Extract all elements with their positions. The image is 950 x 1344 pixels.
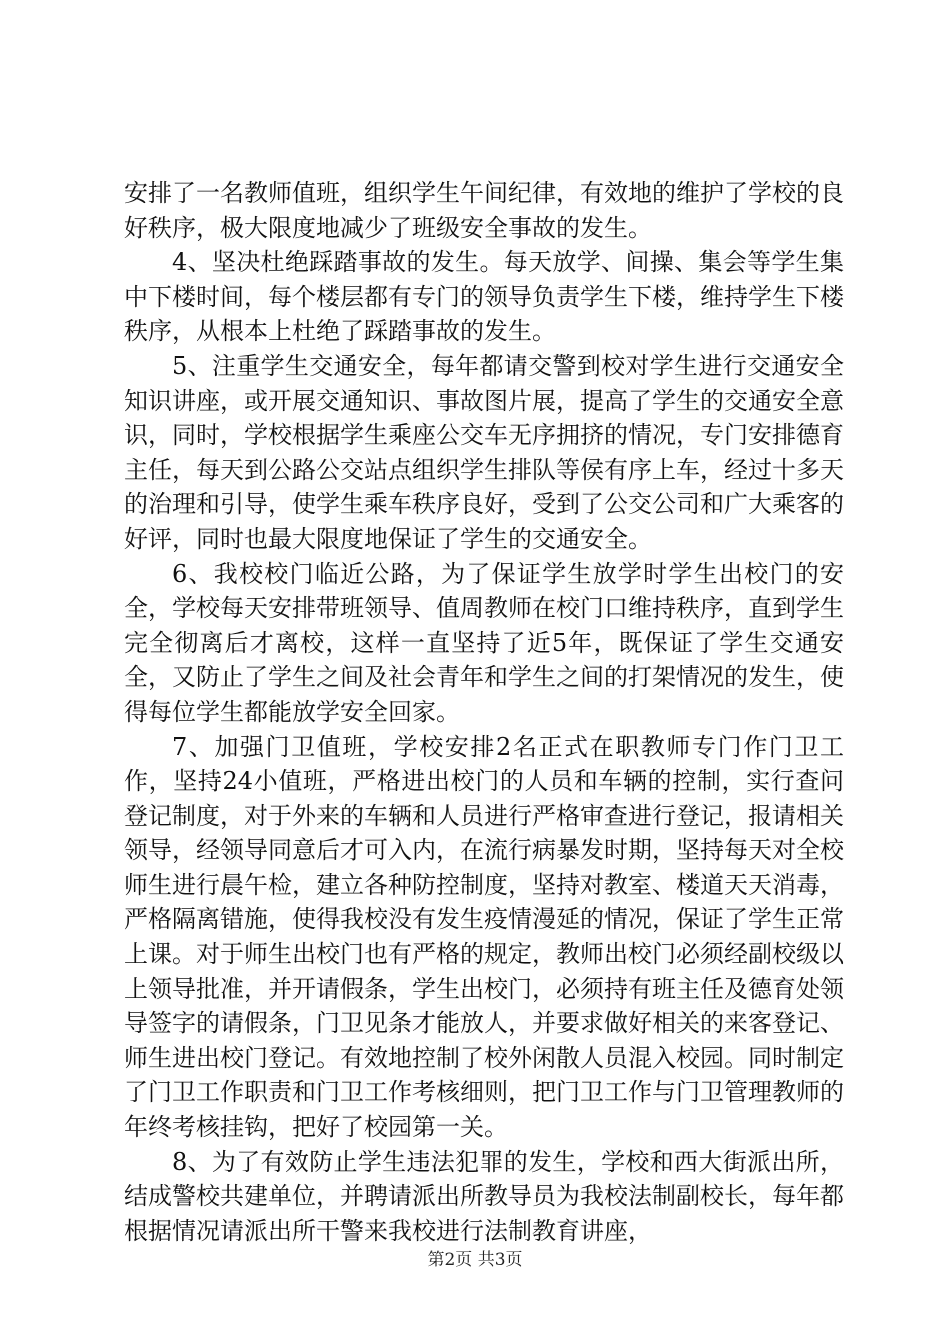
paragraph-6-school-gate: 6、我校校门临近公路，为了保证学生放学时学生出校门的安全，学校每天安排带班领导、值周教师在校门口维持秩序，直到学生完全彻离后才离校，这样一直坚持了近5年，既保证了学生交通安全，又防止了学生之间及社会青年和学生之间的打架情况的发生，使得每位学生都能放学安全回家。 <box>124 559 844 726</box>
paragraph-4-stampede-prevention: 4、坚决杜绝踩踏事故的发生。每天放学、间操、集会等学生集中下楼时间，每个楼层都有专门的领导负责学生下楼，维持学生下楼秩序，从根本上杜绝了踩踏事故的发生。 <box>124 248 844 346</box>
paragraph-continuation: 安排了一名教师值班，组织学生午间纪律，有效地的维护了学校的良好秩序，极大限度地减少了班级安全事故的发生。 <box>124 179 844 242</box>
paragraph-7-gate-guard: 7、加强门卫值班，学校安排2名正式在职教师专门作门卫工作，坚持24小值班，严格进出校门的人员和车辆的控制，实行查问登记制度，对于外来的车辆和人员进行严格审查进行登记，报请相关领导，经领导同意后才可入内，在流行病暴发时期，坚持每天对全校师生进行晨午检，建立各种防控制度，坚持对教室、楼道天天消毒，严格隔离错施，使得我校没有发生疫情漫延的情况，保证了学生正常上课。对于师生出校门也有严格的规定，教师出校门必须经副校级以上领导批准，并开请假条，学生出校门，必须持有班主任及德育处领导签字的请假条，门卫见条才能放人，并要求做好相关的来客登记、师生进出校门登记。有效地控制了校外闲散人员混入校园。同时制定了门卫工作职责和门卫工作考核细则，把门卫工作与门卫管理教师的年终考核挂钩，把好了校园第一关。 <box>124 732 844 1142</box>
document-body <box>124 176 844 1248</box>
paragraph-8-legal-education: 8、为了有效防止学生违法犯罪的发生，学校和西大街派出所，结成警校共建单位，并聘请派出所教导员为我校法制副校长，每年都根据情况请派出所干警来我校进行法制教育讲座， <box>124 1147 844 1245</box>
paragraph-5-traffic-safety: 5、注重学生交通安全，每年都请交警到校对学生进行交通安全知识讲座，或开展交通知识、事故图片展，提高了学生的交通安全意识，同时，学校根据学生乘座公交车无序拥挤的情况，专门安排德育主任，每天到公路公交站点组织学生排队等侯有序上车，经过十多天的治理和引导，使学生乘车秩序良好，受到了公交公司和广大乘客的好评，同时也最大限度地保证了学生的交通安全。 <box>124 351 844 553</box>
page-number-footer: 第2页 共3页 <box>427 1250 523 1270</box>
